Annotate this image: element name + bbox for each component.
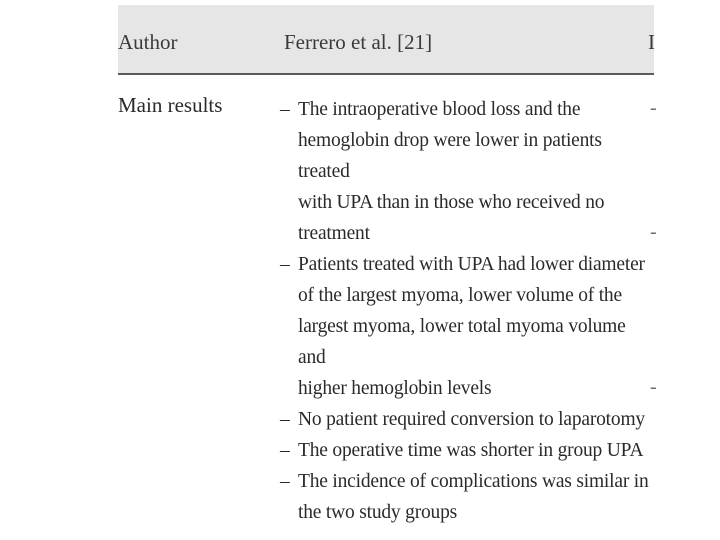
result-line: The intraoperative blood loss and the (298, 99, 581, 120)
header-author: Author (118, 30, 178, 54)
result-line: higher hemoglobin levels (298, 378, 492, 399)
bullet-dash: – (280, 471, 290, 492)
results-table (118, 0, 657, 523)
result-line: with UPA than in those who received no (298, 192, 605, 213)
result-line: largest myoma, lower total myoma volume and (298, 316, 626, 368)
next-column-mark: - (650, 97, 657, 119)
header-reference: Ferrero et al. [21] (284, 30, 433, 54)
result-line: The operative time was shorter in group UPA (298, 440, 644, 461)
result-line: hemoglobin drop were lower in patients treated (298, 130, 602, 182)
result-item (280, 404, 652, 435)
bullet-dash: – (280, 254, 290, 275)
result-item (280, 466, 652, 528)
result-line: Patients treated with UPA had lower diameter (298, 254, 645, 275)
result-item (280, 94, 652, 249)
row-label: Main results (118, 93, 223, 117)
result-line: treatment (298, 223, 370, 244)
next-column-mark: - (650, 221, 657, 243)
result-line: No patient required conversion to laparotomy (298, 409, 645, 430)
result-line: the two study groups (298, 502, 458, 523)
result-item (280, 435, 652, 466)
result-line: The incidence of complications was similar in (298, 471, 649, 492)
bullet-dash: – (280, 440, 290, 461)
result-line: of the largest myoma, lower volume of the (298, 285, 622, 306)
bullet-dash: – (280, 99, 290, 120)
next-column-mark: - (650, 376, 657, 398)
table-header (118, 5, 654, 75)
bullet-dash: – (280, 409, 290, 430)
result-item (280, 249, 652, 404)
results-list (280, 94, 652, 528)
header-next-column: I (648, 30, 655, 54)
